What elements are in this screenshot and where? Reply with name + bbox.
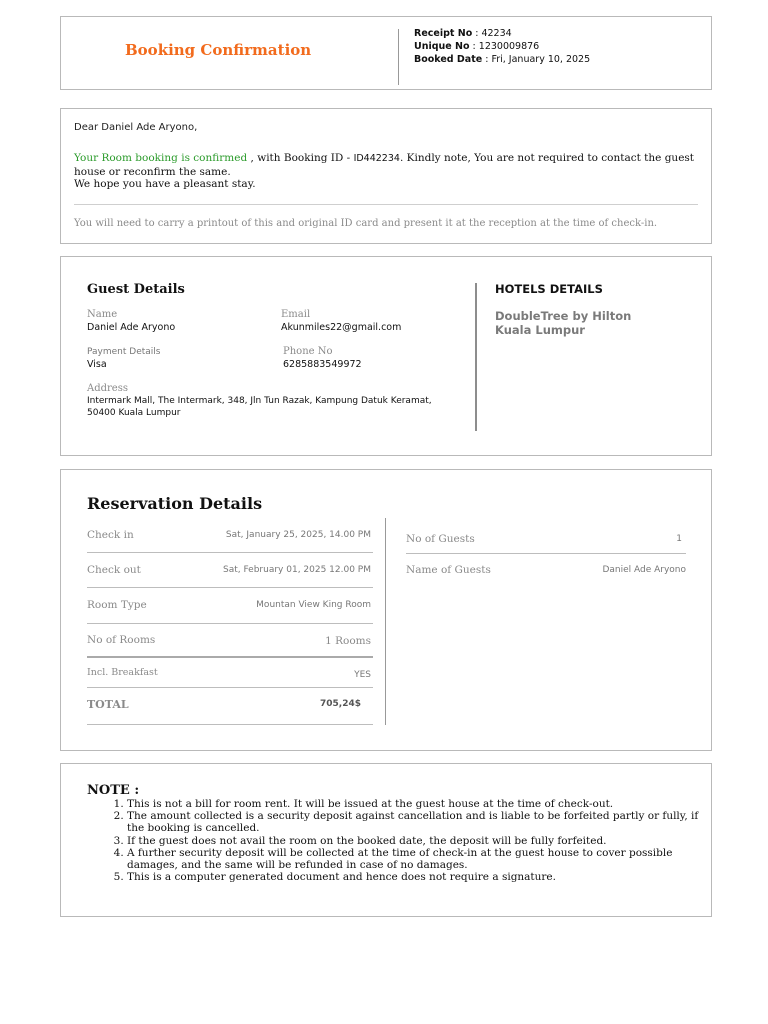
page-title: Booking Confirmation bbox=[125, 41, 312, 59]
row-label: Name of Guests bbox=[406, 564, 491, 576]
row-divider bbox=[87, 724, 373, 725]
note-item: 1. This is not a bill for room rent. It will be issued at the guest house at the time of check-out. bbox=[127, 798, 717, 810]
reservation-column-divider bbox=[385, 518, 386, 725]
row-value: YES bbox=[354, 670, 371, 680]
row-value: Sat, February 01, 2025 12.00 PM bbox=[223, 565, 371, 575]
booked-date-value: Fri, January 10, 2025 bbox=[491, 54, 591, 65]
reservation-row-no-of-rooms bbox=[87, 634, 373, 654]
row-label: Check out bbox=[87, 564, 141, 576]
booking-text-pre: , with Booking ID - bbox=[247, 152, 354, 164]
greeting: Dear Daniel Ade Aryono, bbox=[74, 122, 198, 133]
unique-value: 1230009876 bbox=[478, 41, 540, 52]
email-value: Akunmiles22@gmail.com bbox=[281, 322, 402, 333]
note-item: 4. A further security deposit will be collected at the time of check-in at the guest house to cover possible damages, and the same will be refunded in case of no damages. bbox=[127, 847, 717, 871]
hotel-details-heading: HOTELS DETAILS bbox=[495, 282, 603, 296]
payment-value: Visa bbox=[87, 359, 107, 370]
confirmed-text: Your Room booking is confirmed bbox=[74, 152, 248, 164]
row-divider bbox=[406, 553, 686, 554]
reservation-row-check-out bbox=[87, 564, 373, 584]
row-divider bbox=[87, 587, 373, 588]
receipt-label: Receipt No bbox=[414, 28, 473, 39]
guest-details-card bbox=[60, 256, 712, 456]
address-line-2: 50400 Kuala Lumpur bbox=[87, 408, 181, 418]
booking-id: ID442234 bbox=[353, 153, 400, 164]
total-value: 705,24$ bbox=[320, 699, 361, 709]
intro-divider bbox=[74, 204, 698, 205]
row-value: 1 bbox=[676, 534, 682, 544]
reservation-row-no-of-guests bbox=[406, 533, 686, 553]
pleasant-stay: We hope you have a pleasant stay. bbox=[74, 178, 256, 190]
row-value: Mountan View King Room bbox=[256, 600, 371, 610]
row-value: Daniel Ade Aryono bbox=[602, 565, 686, 575]
booked-date-line: Booked Date : Fri, January 10, 2025 bbox=[414, 54, 591, 65]
reservation-row-total bbox=[87, 698, 373, 718]
row-value: Sat, January 25, 2025, 14.00 PM bbox=[225, 530, 371, 540]
note-item: 3. If the guest does not avail the room on the booked date, the deposit will be fully forfeited. bbox=[127, 835, 717, 847]
booked-date-label: Booked Date bbox=[414, 54, 483, 65]
reservation-details-heading: Reservation Details bbox=[87, 494, 263, 513]
reservation-details-card bbox=[60, 469, 712, 751]
intro-card bbox=[60, 108, 712, 244]
guest-hotel-divider bbox=[475, 283, 477, 431]
receipt-line: Receipt No : 42234 bbox=[414, 28, 512, 39]
row-label: Room Type bbox=[87, 599, 147, 611]
header-card bbox=[60, 16, 712, 90]
note-item: 5. This is a computer generated document and hence does not require a signature. bbox=[127, 871, 717, 883]
row-divider bbox=[87, 623, 373, 624]
name-label: Name bbox=[87, 309, 118, 320]
phone-value: 6285883549972 bbox=[283, 359, 362, 370]
unique-label: Unique No bbox=[414, 41, 470, 52]
address-line-1: Intermark Mall, The Intermark, 348, Jln Tun Razak, Kampung Datuk Keramat, bbox=[87, 396, 432, 406]
printout-note: You will need to carry a printout of this and original ID card and present it at the reception at the time of check-in. bbox=[74, 218, 658, 229]
email-label: Email bbox=[281, 309, 311, 320]
row-divider bbox=[87, 552, 373, 553]
row-label: No of Rooms bbox=[87, 634, 156, 646]
note-heading: NOTE : bbox=[87, 783, 140, 798]
reservation-row-check-in bbox=[87, 529, 373, 549]
reservation-row-room-type bbox=[87, 599, 373, 619]
row-label: Incl. Breakfast bbox=[87, 667, 158, 678]
row-divider bbox=[87, 656, 373, 658]
guest-details-heading: Guest Details bbox=[87, 282, 185, 297]
row-label: No of Guests bbox=[406, 533, 475, 545]
phone-label: Phone No bbox=[283, 346, 333, 357]
name-value: Daniel Ade Aryono bbox=[87, 322, 176, 333]
total-label: TOTAL bbox=[87, 698, 129, 711]
row-divider bbox=[87, 687, 373, 688]
note-list bbox=[87, 798, 717, 883]
hotel-name: DoubleTree by Hilton Kuala Lumpur bbox=[495, 309, 632, 337]
note-item: 2. The amount collected is a security deposit against cancellation and is liable to be forfeited partly or fully, if the booking is cancelled. bbox=[127, 810, 717, 834]
confirmation-message bbox=[74, 152, 694, 191]
header-divider bbox=[398, 29, 399, 85]
reservation-row-name-of-guests bbox=[406, 564, 686, 584]
note-card bbox=[60, 763, 712, 917]
row-value: 1 Rooms bbox=[325, 635, 371, 647]
booking-text-post: . Kindly note, You are not required to contact the guest house or reconfirm the same. bbox=[74, 152, 695, 178]
row-label: Check in bbox=[87, 529, 134, 541]
receipt-value: 42234 bbox=[481, 28, 512, 39]
unique-line: Unique No : 1230009876 bbox=[414, 41, 540, 52]
address-label: Address bbox=[87, 383, 128, 394]
payment-label: Payment Details bbox=[87, 347, 161, 357]
reservation-row-breakfast bbox=[87, 667, 373, 687]
